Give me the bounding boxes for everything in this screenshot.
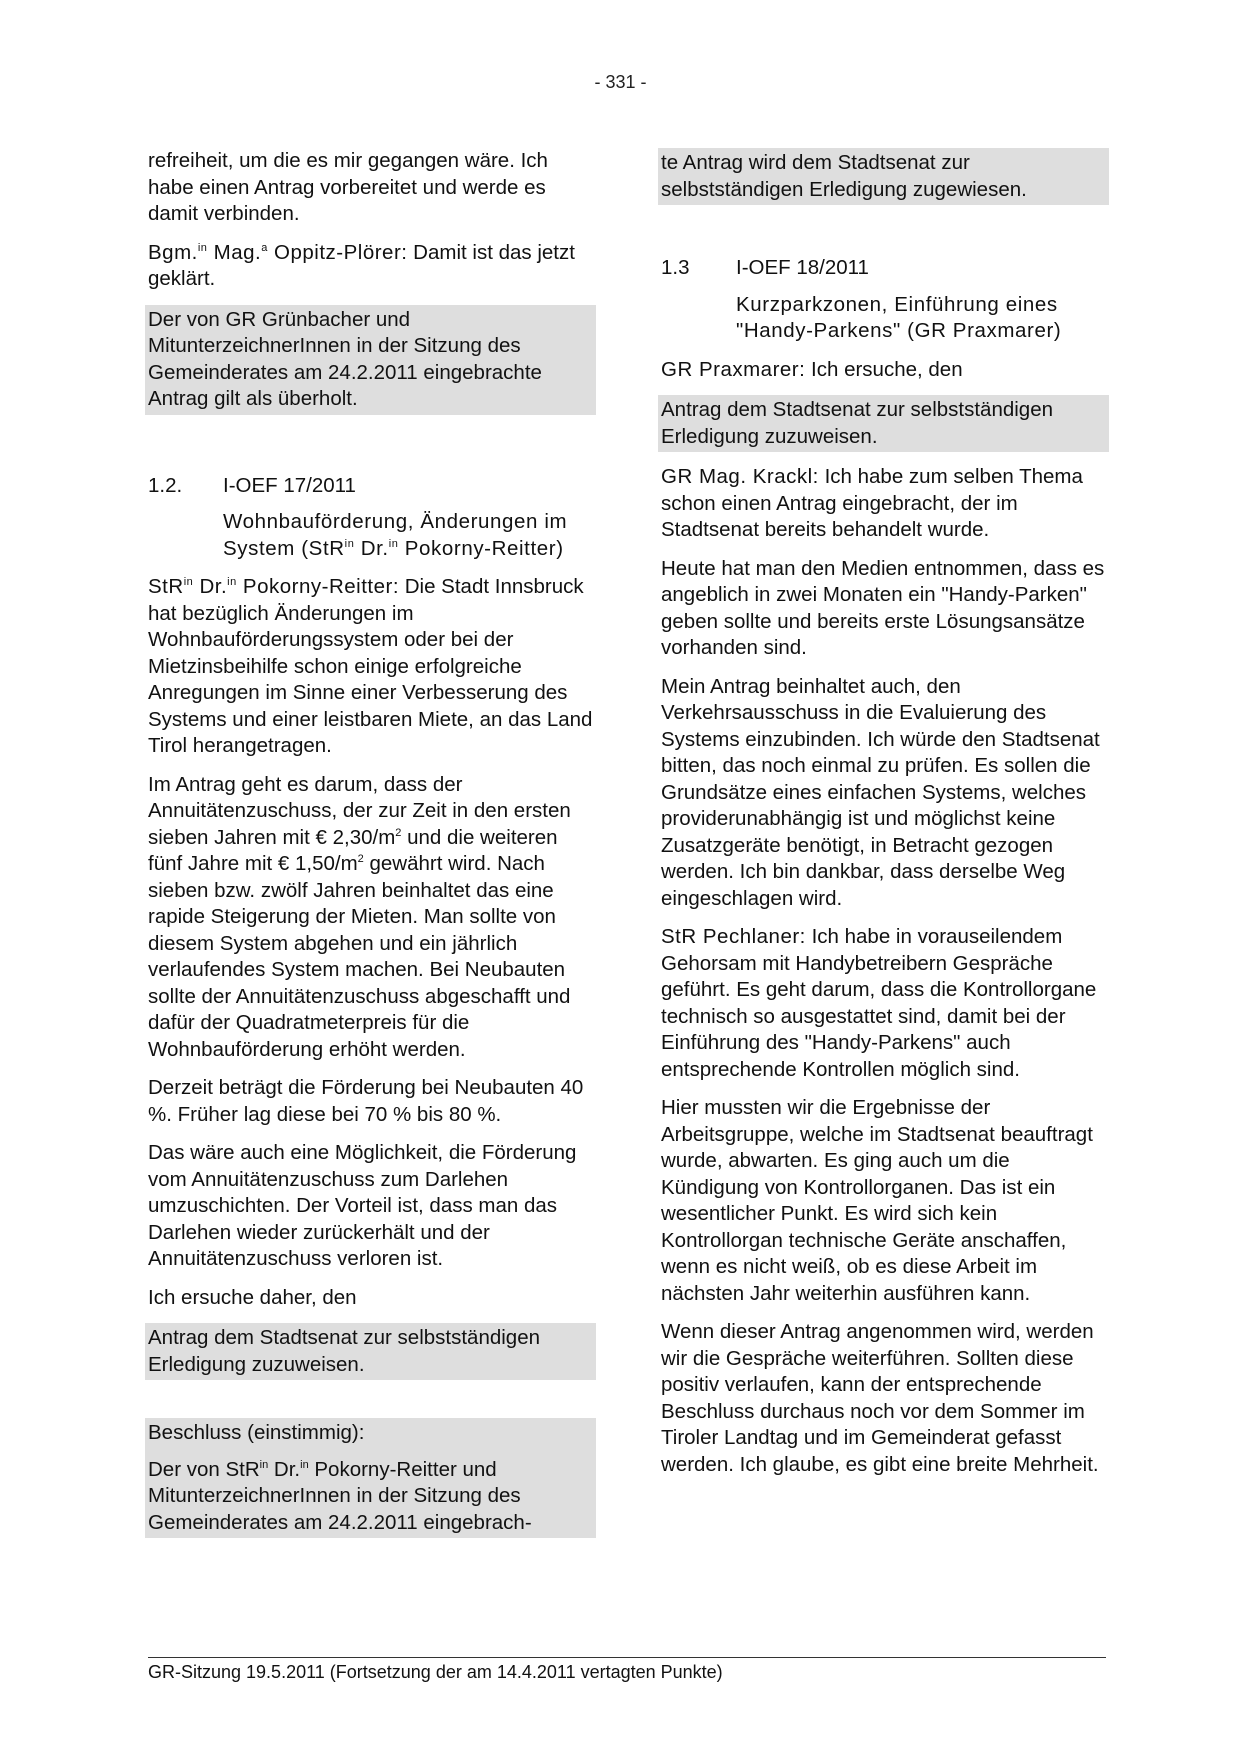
paragraph: Derzeit beträgt die Förderung bei Neubauten 40 %. Früher lag diese bei 70 % bis 80 %. [148,1076,584,1126]
speaker-name: Bgm.$^{in}$ Mag.$^a$ Oppitz-Plörer: [148,240,408,264]
paragraph: GR Praxmarer: Ich ersuche, den [661,357,963,381]
speaker-name: GR Praxmarer: [661,357,806,381]
paragraph: StR Pechlaner: Ich habe in vorauseilendem Gehorsam mit Handybetreibern Gespräche geführt. Es geht darum, dass die Kontrollorgane technisch so ausgestattet sind, damit bei der Einführung des "Handy-Parkens" auch entsprechende Kontrollen möglich sind. [661,925,1097,1081]
agenda-number: 1.3 [661,256,690,279]
paragraph: Heute hat man den Medien entnommen, dass es angeblich in zwei Monaten ein "Handy-Parken" geben sollte und bereits erste Lösungsansätze vorhanden sind. [661,556,1105,659]
paragraph: Das wäre auch eine Möglichkeit, die Förderung vom Annuitätenzuschuss zum Darlehen umzuschichten. Der Vorteil ist, dass man das Darlehen wieder zurückerhält und der Annuitätenzuschuss verloren ist. [148,1141,577,1270]
agenda-heading [661,255,1106,282]
left-column [148,148,593,1538]
resolution-box [145,1418,596,1538]
resolution-box-continued: te Antrag wird dem Stadtsenat zur selbstständigen Erledigung zugewiesen. [658,148,1109,205]
paragraph: Ich ersuche daher, den [148,1285,357,1309]
page-footer: GR-Sitzung 19.5.2011 (Fortsetzung der am 14.4.2011 vertagten Punkte) [148,1662,723,1682]
decision-box: Der von GR Grünbacher und MitunterzeichnerInnen in der Sitzung des Gemeinderates am 24.2.2011 eingebrachte Antrag gilt als überholt. [145,305,596,415]
paragraph: Mein Antrag beinhaltet auch, den Verkehrsausschuss in die Evaluierung des Systems einzubinden. Ich würde den Stadtsenat bitten, das noch einmal zu prüfen. Es sollen die Grundsätze eines einfachen Systems, welches providerunabhängig ist und möglichst keine Zusatzgeräte benötigt, in Betracht gezogen werden. Ich bin dankbar, dass derselbe Weg eingeschlagen wird. [661,674,1100,910]
resolution-text: Der von StR$^{in}$ Dr.$^{in}$ Pokorny-Reitter und MitunterzeichnerInnen in der Sitzung des Gemeinderates am 24.2.2011 eingebrach- [148,1457,532,1534]
paragraph: StR$^{in}$ Dr.$^{in}$ Pokorny-Reitter: Die Stadt Innsbruck hat bezüglich Änderungen im Wohnbauförderungssystem oder bei der Mietzinsbeihilfe schon einige erfolgreiche Anregungen im Sinne einer Verbesserung des Systems und einer leistbaren Miete, an das Land Tirol herangetragen. [148,575,593,757]
footer-divider [148,1657,1106,1658]
paragraph: Bgm.$^{in}$ Mag.$^a$ Oppitz-Plörer: Damit ist das jetzt geklärt. [148,240,575,290]
decision-box: Antrag dem Stadtsenat zur selbstständigen Erledigung zuzuweisen. [145,1323,596,1380]
agenda-subject: Kurzparkzonen, Einführung eines "Handy-Parkens" (GR Praxmarer) [736,292,1062,342]
speaker-name: StR Pechlaner: [661,925,806,948]
page-number: - 331 - [594,72,647,92]
right-column [661,148,1106,1490]
agenda-code: I-OEF 17/2011 [223,473,356,497]
agenda-number: 1.2. [148,473,183,497]
paragraph: refreiheit, um die es mir gegangen wäre. Ich habe einen Antrag vorbereitet und werde es damit verbinden. [148,149,548,225]
paragraph: Im Antrag geht es darum, dass der Annuitätenzuschuss, der zur Zeit in den ersten sieben Jahren mit € $2,30/m^2$ und die weiteren fünf Jahre mit € $1,50/m^2$ gewährt wird. Nach sieben bzw. zwölf Jahren beinhaltet das eine rapide Steigerung der Mieten. Man sollte von diesem System abgehen und ein jährlich verlaufendes System machen. Bei Neubauten sollte der Annuitätenzuschuss abgeschafft und dafür der Quadratmeterpreis für die Wohnbauförderung erhöht werden. [148,772,571,1061]
agenda-heading [148,473,593,500]
paragraph: Wenn dieser Antrag angenommen wird, werden wir die Gespräche weiterführen. Sollten diese positiv verlaufen, kann der entsprechende Beschluss durchaus noch vor dem Sommer im Tiroler Landtag und im Gemeinderat gefasst werden. Ich glaube, es gibt eine breite Mehrheit. [661,1320,1099,1476]
agenda-subject: Wohnbauförderung, Änderungen im System (StR$^{in}$ Dr.$^{in}$ Pokorny-Reitter) [223,510,568,560]
paragraph: GR Mag. Krackl: Ich habe zum selben Thema schon einen Antrag eingebracht, der im Stadtsenat bereits behandelt wurde. [661,465,1083,541]
speaker-name: GR Mag. Krackl: [661,465,819,488]
speaker-name: StR$^{in}$ Dr.$^{in}$ Pokorny-Reitter: [148,575,400,598]
decision-box: Antrag dem Stadtsenat zur selbstständigen Erledigung zuzuweisen. [658,395,1109,452]
paragraph: Hier mussten wir die Ergebnisse der Arbeitsgruppe, welche im Stadtsenat beauftragt wurde, abwarten. Es ging auch um die Kündigung von Kontrollorganen. Das ist ein wesentlicher Punkt. Es wird sich kein Kontrollorgan technische Geräte anschaffen, wenn es nicht weiß, ob es diese Arbeit im nächsten Jahr weiterhin ausführen kann. [661,1096,1093,1305]
agenda-code: I-OEF 18/2011 [736,256,869,279]
resolution-title: Beschluss (einstimmig): [148,1421,365,1444]
